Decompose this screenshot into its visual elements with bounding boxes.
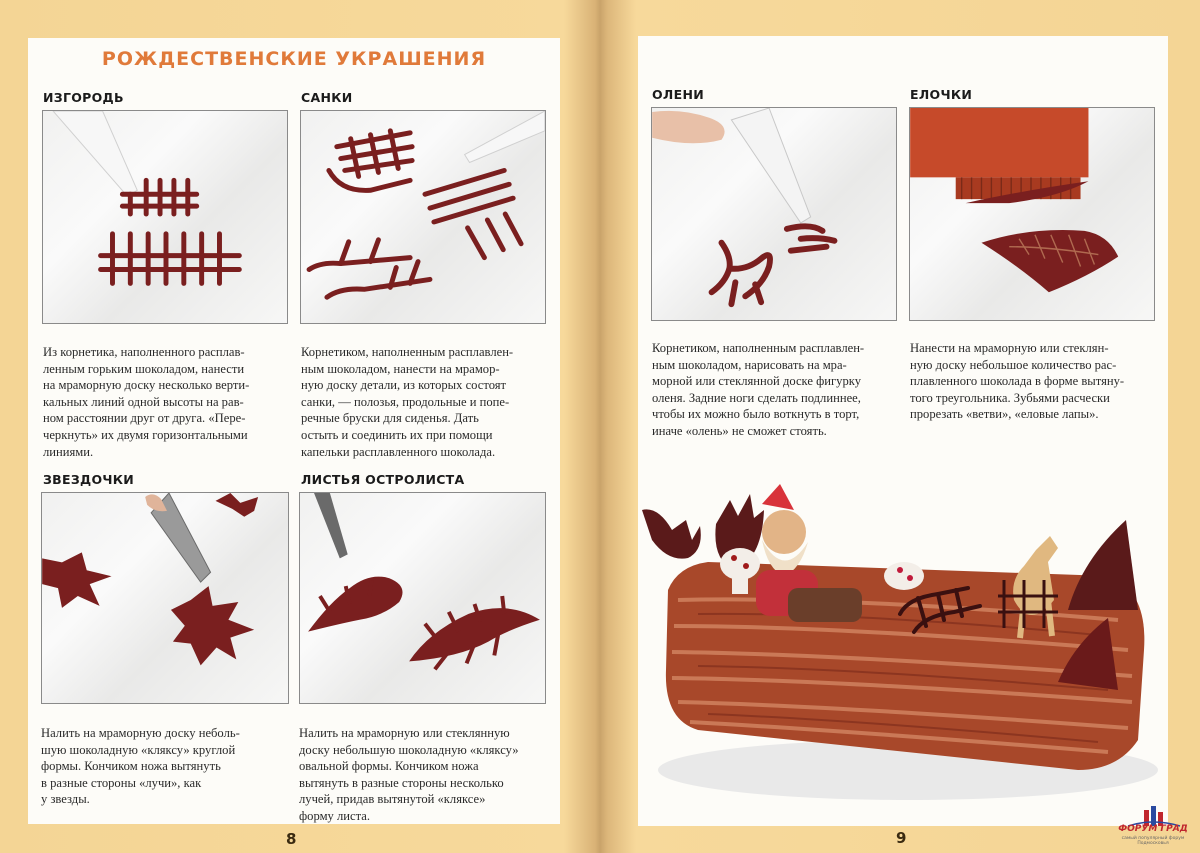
page-number-right: 9 bbox=[896, 829, 907, 847]
section-text-deer: Корнетиком, наполненным расплавлен- ным шоколадом, нарисовать на мра- морной или стеклянной доске фигурку оленя. Задние ноги сделать подлиннее, чтобы их можно было воткнуть в торт, иначе «олень» не сможет стоять. bbox=[652, 341, 865, 438]
page-number-left: 8 bbox=[286, 830, 297, 848]
deer-illustration bbox=[652, 108, 896, 320]
section-title-fir: ЕЛОЧКИ bbox=[910, 87, 973, 102]
photo-stars bbox=[41, 492, 289, 704]
photo-deer bbox=[651, 107, 897, 321]
section-text-fir: Нанести на мраморную или стеклян- ную доску небольшое количество рас- плавленного шоколада в форме вытяну- того треугольника. Зубьями расчески прорезать «ветви», «еловые лапы». bbox=[910, 341, 1125, 422]
section-text-stars: Налить на мраморную доску неболь- шую шоколадную «кляксу» круглой формы. Кончиком ножа вытянуть в разные стороны «лучи», как у звезды. bbox=[41, 726, 240, 807]
section-title-fence: ИЗГОРОДЬ bbox=[43, 90, 124, 105]
photo-holly bbox=[299, 492, 546, 704]
section-text-fence: Из корнетика, наполненного расплав- ленным горьким шоколадом, нанести на мраморную доску несколько верти- кальных линий одной высоты на рав- ном расстоянии друг от друга. «Пере- черкнуть» их двумя горизонтальными линиями. bbox=[43, 345, 250, 459]
logo-name: ФОРУМ ГРАД bbox=[1118, 824, 1188, 834]
section-title-stars: ЗВЕЗДОЧКИ bbox=[43, 472, 135, 487]
cake-illustration bbox=[638, 470, 1168, 810]
sled-illustration bbox=[301, 111, 545, 323]
stars-illustration bbox=[42, 493, 288, 703]
section-title-deer: ОЛЕНИ bbox=[652, 87, 704, 102]
section-title-sled: САНКИ bbox=[301, 90, 353, 105]
fir-illustration bbox=[910, 108, 1154, 320]
fence-illustration bbox=[43, 111, 287, 323]
section-text-sled: Корнетиком, наполненным расплавлен- ным шоколадом, нанести на мрамор- ную доску детали, из которых состоят санки, — полозья, продольные и попе- речные бруски для сиденья. Дать остыть и соединить их при помощи капельки расплавленного шоколада. bbox=[301, 345, 514, 459]
logo-tagline: самый популярный форум Подмосковья bbox=[1121, 836, 1185, 846]
yule-log-cake-photo bbox=[638, 470, 1168, 810]
page-title: РОЖДЕСТВЕНСКИЕ УКРАШЕНИЯ bbox=[101, 48, 487, 70]
section-text-holly: Налить на мраморную или стеклянную доску небольшую шоколадную «кляксу» овальной формы. Кончиком ножа вытянуть в разные стороны несколько лучей, придав вытянутой «кляксе» форму листа. bbox=[299, 726, 519, 823]
forum-grad-logo bbox=[1108, 806, 1198, 850]
section-title-holly: ЛИСТЬЯ ОСТРОЛИСТА bbox=[301, 472, 465, 487]
holly-illustration bbox=[300, 493, 545, 703]
photo-fence bbox=[42, 110, 288, 324]
photo-sled bbox=[300, 110, 546, 324]
photo-fir bbox=[909, 107, 1155, 321]
